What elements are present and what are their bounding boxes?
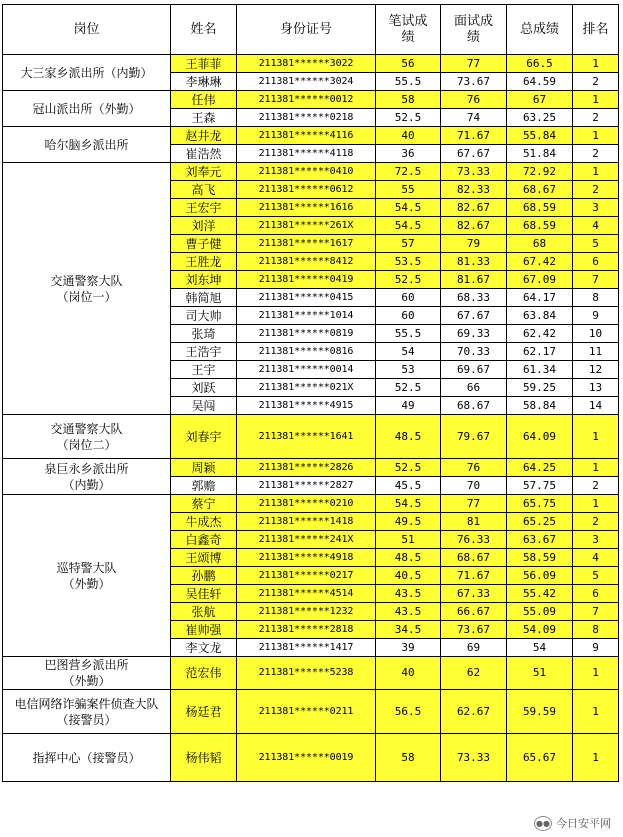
written-score-cell: 54.5	[376, 495, 441, 513]
interview-score-cell: 67.67	[441, 307, 507, 325]
written-score-cell: 58	[376, 91, 441, 109]
interview-score-cell: 76	[441, 91, 507, 109]
total-score-cell: 54.09	[507, 621, 573, 639]
name-cell: 孙鹏	[171, 567, 237, 585]
total-score-cell: 51.84	[507, 145, 573, 163]
interview-score-cell: 73.33	[441, 734, 507, 782]
total-score-cell: 63.67	[507, 531, 573, 549]
table-body	[3, 55, 619, 782]
interview-score-cell: 68.67	[441, 397, 507, 415]
rank-cell: 11	[573, 343, 619, 361]
rank-cell: 2	[573, 145, 619, 163]
total-score-cell: 61.34	[507, 361, 573, 379]
results-table	[2, 4, 619, 782]
name-cell: 任伟	[171, 91, 237, 109]
id-cell: 211381******8412	[237, 253, 376, 271]
written-score-cell: 72.5	[376, 163, 441, 181]
name-cell: 李琳琳	[171, 73, 237, 91]
id-cell: 211381******0012	[237, 91, 376, 109]
written-score-cell: 48.5	[376, 415, 441, 459]
written-score-cell: 40.5	[376, 567, 441, 585]
name-cell: 刘春宇	[171, 415, 237, 459]
rank-cell: 14	[573, 397, 619, 415]
rank-cell: 1	[573, 163, 619, 181]
id-cell: 211381******4514	[237, 585, 376, 603]
position-cell: 指挥中心（接警员）	[3, 734, 171, 782]
name-cell: 刘跃	[171, 379, 237, 397]
written-score-cell: 53	[376, 361, 441, 379]
total-score-cell: 65.75	[507, 495, 573, 513]
written-score-cell: 54.5	[376, 217, 441, 235]
interview-score-cell: 79	[441, 235, 507, 253]
name-cell: 牛成杰	[171, 513, 237, 531]
name-cell: 白鑫奇	[171, 531, 237, 549]
interview-score-cell: 73.33	[441, 163, 507, 181]
name-cell: 周颖	[171, 459, 237, 477]
id-cell: 211381******4918	[237, 549, 376, 567]
name-cell: 张琦	[171, 325, 237, 343]
header-position: 岗位	[3, 5, 171, 55]
written-score-cell: 52.5	[376, 459, 441, 477]
written-score-cell: 39	[376, 639, 441, 657]
table-row	[3, 127, 619, 145]
header-row	[3, 5, 619, 55]
name-cell: 王宏宇	[171, 199, 237, 217]
name-cell: 王浩宇	[171, 343, 237, 361]
id-cell: 211381******5238	[237, 657, 376, 690]
rank-cell: 1	[573, 734, 619, 782]
name-cell: 崔浩然	[171, 145, 237, 163]
interview-score-cell: 70.33	[441, 343, 507, 361]
interview-score-cell: 62.67	[441, 690, 507, 734]
header-name: 姓名	[171, 5, 237, 55]
header-total: 总成绩	[507, 5, 573, 55]
id-cell: 211381******3022	[237, 55, 376, 73]
written-score-cell: 43.5	[376, 603, 441, 621]
rank-cell: 7	[573, 603, 619, 621]
total-score-cell: 57.75	[507, 477, 573, 495]
total-score-cell: 55.84	[507, 127, 573, 145]
header-interview: 面试成 绩	[441, 5, 507, 55]
interview-score-cell: 73.67	[441, 73, 507, 91]
position-cell: 巡特警大队 （外勤）	[3, 495, 171, 657]
id-cell: 211381******261X	[237, 217, 376, 235]
written-score-cell: 49.5	[376, 513, 441, 531]
header-id: 身份证号	[237, 5, 376, 55]
total-score-cell: 72.92	[507, 163, 573, 181]
watermark	[534, 815, 611, 831]
interview-score-cell: 82.67	[441, 199, 507, 217]
rank-cell: 2	[573, 513, 619, 531]
id-cell: 211381******4915	[237, 397, 376, 415]
total-score-cell: 64.09	[507, 415, 573, 459]
written-score-cell: 34.5	[376, 621, 441, 639]
total-score-cell: 58.84	[507, 397, 573, 415]
name-cell: 赵井龙	[171, 127, 237, 145]
interview-score-cell: 82.67	[441, 217, 507, 235]
id-cell: 211381******4118	[237, 145, 376, 163]
rank-cell: 1	[573, 657, 619, 690]
written-score-cell: 53.5	[376, 253, 441, 271]
written-score-cell: 48.5	[376, 549, 441, 567]
total-score-cell: 55.09	[507, 603, 573, 621]
name-cell: 杨廷君	[171, 690, 237, 734]
interview-score-cell: 66	[441, 379, 507, 397]
name-cell: 杨伟韬	[171, 734, 237, 782]
interview-score-cell: 66.67	[441, 603, 507, 621]
position-cell: 冠山派出所（外勤）	[3, 91, 171, 127]
interview-score-cell: 79.67	[441, 415, 507, 459]
id-cell: 211381******0819	[237, 325, 376, 343]
position-cell: 交通警察大队 （岗位一）	[3, 163, 171, 415]
name-cell: 刘奉元	[171, 163, 237, 181]
total-score-cell: 64.17	[507, 289, 573, 307]
id-cell: 211381******3024	[237, 73, 376, 91]
total-score-cell: 62.17	[507, 343, 573, 361]
id-cell: 211381******0019	[237, 734, 376, 782]
interview-score-cell: 69	[441, 639, 507, 657]
rank-cell: 2	[573, 181, 619, 199]
interview-score-cell: 77	[441, 495, 507, 513]
table-row	[3, 690, 619, 734]
interview-score-cell: 69.67	[441, 361, 507, 379]
total-score-cell: 68	[507, 235, 573, 253]
id-cell: 211381******1641	[237, 415, 376, 459]
name-cell: 刘洋	[171, 217, 237, 235]
total-score-cell: 54	[507, 639, 573, 657]
name-cell: 李文龙	[171, 639, 237, 657]
written-score-cell: 54.5	[376, 199, 441, 217]
rank-cell: 9	[573, 307, 619, 325]
total-score-cell: 65.25	[507, 513, 573, 531]
total-score-cell: 59.25	[507, 379, 573, 397]
total-score-cell: 56.09	[507, 567, 573, 585]
rank-cell: 5	[573, 235, 619, 253]
interview-score-cell: 70	[441, 477, 507, 495]
name-cell: 司大帅	[171, 307, 237, 325]
rank-cell: 2	[573, 73, 619, 91]
rank-cell: 2	[573, 477, 619, 495]
total-score-cell: 67.09	[507, 271, 573, 289]
rank-cell: 4	[573, 549, 619, 567]
id-cell: 211381******0612	[237, 181, 376, 199]
total-score-cell: 62.42	[507, 325, 573, 343]
table-row	[3, 495, 619, 513]
id-cell: 211381******2826	[237, 459, 376, 477]
name-cell: 曹子健	[171, 235, 237, 253]
name-cell: 王森	[171, 109, 237, 127]
id-cell: 211381******1418	[237, 513, 376, 531]
id-cell: 211381******2818	[237, 621, 376, 639]
position-cell: 巴图营乡派出所 （外勤）	[3, 657, 171, 690]
name-cell: 崔帅强	[171, 621, 237, 639]
name-cell: 刘东坤	[171, 271, 237, 289]
interview-score-cell: 74	[441, 109, 507, 127]
interview-score-cell: 82.33	[441, 181, 507, 199]
interview-score-cell: 76	[441, 459, 507, 477]
id-cell: 211381******1616	[237, 199, 376, 217]
rank-cell: 3	[573, 531, 619, 549]
rank-cell: 6	[573, 585, 619, 603]
rank-cell: 5	[573, 567, 619, 585]
id-cell: 211381******0816	[237, 343, 376, 361]
total-score-cell: 63.84	[507, 307, 573, 325]
id-cell: 211381******0415	[237, 289, 376, 307]
name-cell: 吴佳轩	[171, 585, 237, 603]
rank-cell: 8	[573, 289, 619, 307]
name-cell: 范宏伟	[171, 657, 237, 690]
interview-score-cell: 81.33	[441, 253, 507, 271]
watermark-text: 今日安平网	[556, 817, 611, 830]
name-cell: 王宇	[171, 361, 237, 379]
written-score-cell: 52.5	[376, 271, 441, 289]
written-score-cell: 60	[376, 307, 441, 325]
id-cell: 211381******2827	[237, 477, 376, 495]
name-cell: 吴闯	[171, 397, 237, 415]
id-cell: 211381******021X	[237, 379, 376, 397]
rank-cell: 6	[573, 253, 619, 271]
id-cell: 211381******1617	[237, 235, 376, 253]
table-row	[3, 55, 619, 73]
table-row	[3, 163, 619, 181]
rank-cell: 3	[573, 199, 619, 217]
position-cell: 电信网络诈骗案件侦查大队 （接警员）	[3, 690, 171, 734]
written-score-cell: 43.5	[376, 585, 441, 603]
written-score-cell: 56.5	[376, 690, 441, 734]
interview-score-cell: 73.67	[441, 621, 507, 639]
id-cell: 211381******4116	[237, 127, 376, 145]
interview-score-cell: 68.33	[441, 289, 507, 307]
total-score-cell: 65.67	[507, 734, 573, 782]
name-cell: 高飞	[171, 181, 237, 199]
position-cell: 哈尔脑乡派出所	[3, 127, 171, 163]
table-row	[3, 459, 619, 477]
name-cell: 王菲菲	[171, 55, 237, 73]
total-score-cell: 64.25	[507, 459, 573, 477]
table-row	[3, 415, 619, 459]
written-score-cell: 55	[376, 181, 441, 199]
id-cell: 211381******241X	[237, 531, 376, 549]
total-score-cell: 67	[507, 91, 573, 109]
rank-cell: 2	[573, 109, 619, 127]
written-score-cell: 55.5	[376, 325, 441, 343]
rank-cell: 9	[573, 639, 619, 657]
rank-cell: 12	[573, 361, 619, 379]
interview-score-cell: 68.67	[441, 549, 507, 567]
position-cell: 交通警察大队 （岗位二）	[3, 415, 171, 459]
position-cell: 泉巨永乡派出所 （内勤）	[3, 459, 171, 495]
wechat-icon: ●●	[534, 816, 552, 831]
id-cell: 211381******1417	[237, 639, 376, 657]
interview-score-cell: 69.33	[441, 325, 507, 343]
interview-score-cell: 76.33	[441, 531, 507, 549]
total-score-cell: 64.59	[507, 73, 573, 91]
written-score-cell: 51	[376, 531, 441, 549]
rank-cell: 1	[573, 690, 619, 734]
interview-score-cell: 67.33	[441, 585, 507, 603]
rank-cell: 10	[573, 325, 619, 343]
id-cell: 211381******0218	[237, 109, 376, 127]
id-cell: 211381******0211	[237, 690, 376, 734]
written-score-cell: 57	[376, 235, 441, 253]
total-score-cell: 66.5	[507, 55, 573, 73]
written-score-cell: 60	[376, 289, 441, 307]
rank-cell: 4	[573, 217, 619, 235]
written-score-cell: 40	[376, 657, 441, 690]
rank-cell: 1	[573, 459, 619, 477]
interview-score-cell: 81.67	[441, 271, 507, 289]
header-written: 笔试成 绩	[376, 5, 441, 55]
interview-score-cell: 62	[441, 657, 507, 690]
id-cell: 211381******0419	[237, 271, 376, 289]
written-score-cell: 40	[376, 127, 441, 145]
interview-score-cell: 71.67	[441, 567, 507, 585]
table-row	[3, 91, 619, 109]
total-score-cell: 63.25	[507, 109, 573, 127]
total-score-cell: 68.59	[507, 217, 573, 235]
rank-cell: 1	[573, 495, 619, 513]
name-cell: 王颂博	[171, 549, 237, 567]
written-score-cell: 56	[376, 55, 441, 73]
name-cell: 郭赡	[171, 477, 237, 495]
name-cell: 韩简旭	[171, 289, 237, 307]
id-cell: 211381******1232	[237, 603, 376, 621]
total-score-cell: 51	[507, 657, 573, 690]
interview-score-cell: 67.67	[441, 145, 507, 163]
name-cell: 蔡宁	[171, 495, 237, 513]
written-score-cell: 55.5	[376, 73, 441, 91]
id-cell: 211381******0217	[237, 567, 376, 585]
total-score-cell: 59.59	[507, 690, 573, 734]
id-cell: 211381******0210	[237, 495, 376, 513]
id-cell: 211381******0410	[237, 163, 376, 181]
rank-cell: 13	[573, 379, 619, 397]
written-score-cell: 45.5	[376, 477, 441, 495]
written-score-cell: 54	[376, 343, 441, 361]
table-row	[3, 734, 619, 782]
id-cell: 211381******1014	[237, 307, 376, 325]
total-score-cell: 67.42	[507, 253, 573, 271]
rank-cell: 1	[573, 91, 619, 109]
written-score-cell: 49	[376, 397, 441, 415]
name-cell: 张航	[171, 603, 237, 621]
written-score-cell: 36	[376, 145, 441, 163]
interview-score-cell: 71.67	[441, 127, 507, 145]
rank-cell: 1	[573, 415, 619, 459]
interview-score-cell: 77	[441, 55, 507, 73]
total-score-cell: 58.59	[507, 549, 573, 567]
rank-cell: 8	[573, 621, 619, 639]
total-score-cell: 68.59	[507, 199, 573, 217]
written-score-cell: 52.5	[376, 109, 441, 127]
rank-cell: 1	[573, 127, 619, 145]
total-score-cell: 68.67	[507, 181, 573, 199]
rank-cell: 7	[573, 271, 619, 289]
written-score-cell: 58	[376, 734, 441, 782]
written-score-cell: 52.5	[376, 379, 441, 397]
position-cell: 大三家乡派出所（内勤）	[3, 55, 171, 91]
total-score-cell: 55.42	[507, 585, 573, 603]
name-cell: 王胜龙	[171, 253, 237, 271]
id-cell: 211381******0014	[237, 361, 376, 379]
interview-score-cell: 81	[441, 513, 507, 531]
table-row	[3, 657, 619, 690]
header-rank: 排名	[573, 5, 619, 55]
rank-cell: 1	[573, 55, 619, 73]
